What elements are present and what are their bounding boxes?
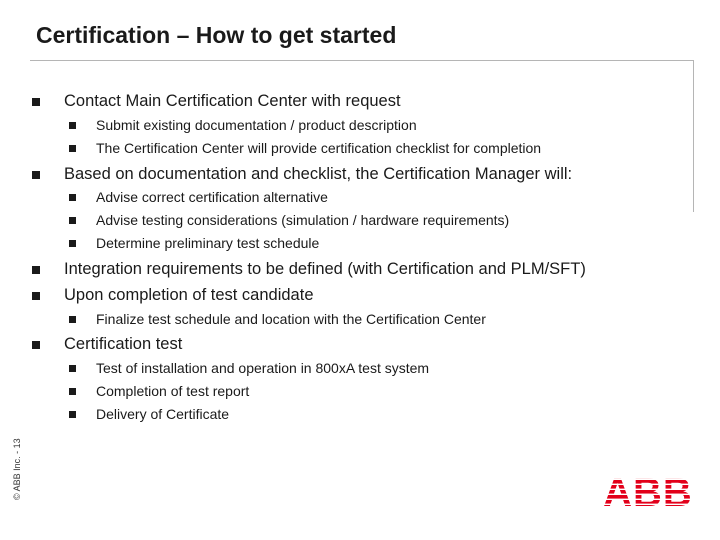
copyright-page-number: © ABB Inc. - 13 xyxy=(12,438,22,500)
bullet-item xyxy=(64,92,401,111)
bullet-text: Advise correct certification alternative xyxy=(96,189,328,205)
bullet-item xyxy=(64,165,572,184)
bullet-text: Delivery of Certificate xyxy=(96,406,230,422)
bullet-text: The Certification Center will provide certification checklist for completion xyxy=(96,140,542,156)
bullet-text: Certification test xyxy=(64,335,183,353)
bullet-text: Finalize test schedule and location with the Certification Center xyxy=(96,311,486,327)
bullet-square-icon xyxy=(32,98,40,106)
sub-bullet-item xyxy=(96,140,541,156)
bullet-square-icon xyxy=(32,266,40,274)
bullet-square-icon xyxy=(69,122,76,129)
sub-bullet-item xyxy=(96,117,417,133)
bullet-item xyxy=(64,335,182,354)
bullet-square-icon xyxy=(69,388,76,395)
bullet-text: Integration requirements to be defined (with Certification and PLM/SFT) xyxy=(64,260,586,278)
bullet-text: Upon completion of test candidate xyxy=(64,286,314,304)
abb-logo xyxy=(602,470,694,517)
sub-bullet-item xyxy=(96,212,509,228)
sub-bullet-item xyxy=(96,311,486,327)
bullet-text: Completion of test report xyxy=(96,383,250,399)
bullet-text: Submit existing documentation / product description xyxy=(96,117,417,133)
bullet-square-icon xyxy=(69,217,76,224)
sub-bullet-item xyxy=(96,383,249,399)
bullet-item xyxy=(64,286,314,305)
bullet-square-icon xyxy=(69,240,76,247)
bullet-square-icon xyxy=(32,171,40,179)
bullet-text: Based on documentation and checklist, the Certification Manager will: xyxy=(64,165,573,183)
slide-title: Certification – How to get started xyxy=(36,22,397,48)
bullet-square-icon xyxy=(69,316,76,323)
bullet-square-icon xyxy=(69,145,76,152)
sub-bullet-item xyxy=(96,189,328,205)
abb-logo-text: ABB xyxy=(603,471,693,512)
bullet-text: Determine preliminary test schedule xyxy=(96,235,320,251)
bullet-item xyxy=(64,260,586,279)
sub-bullet-item xyxy=(96,235,319,251)
bullet-text: Test of installation and operation in 800xA test system xyxy=(96,360,430,376)
sub-bullet-item xyxy=(96,406,229,422)
sub-bullet-item xyxy=(96,360,429,376)
bullet-square-icon xyxy=(69,194,76,201)
bullet-text: Advise testing considerations (simulation / hardware requirements) xyxy=(96,212,510,228)
bullet-square-icon xyxy=(69,365,76,372)
frame-right-edge xyxy=(693,60,694,212)
title-underline xyxy=(30,60,694,61)
bullet-text: Contact Main Certification Center with request xyxy=(64,92,401,110)
abb-logo-icon xyxy=(602,470,694,512)
bullet-square-icon xyxy=(69,411,76,418)
bullet-square-icon xyxy=(32,341,40,349)
bullet-square-icon xyxy=(32,292,40,300)
